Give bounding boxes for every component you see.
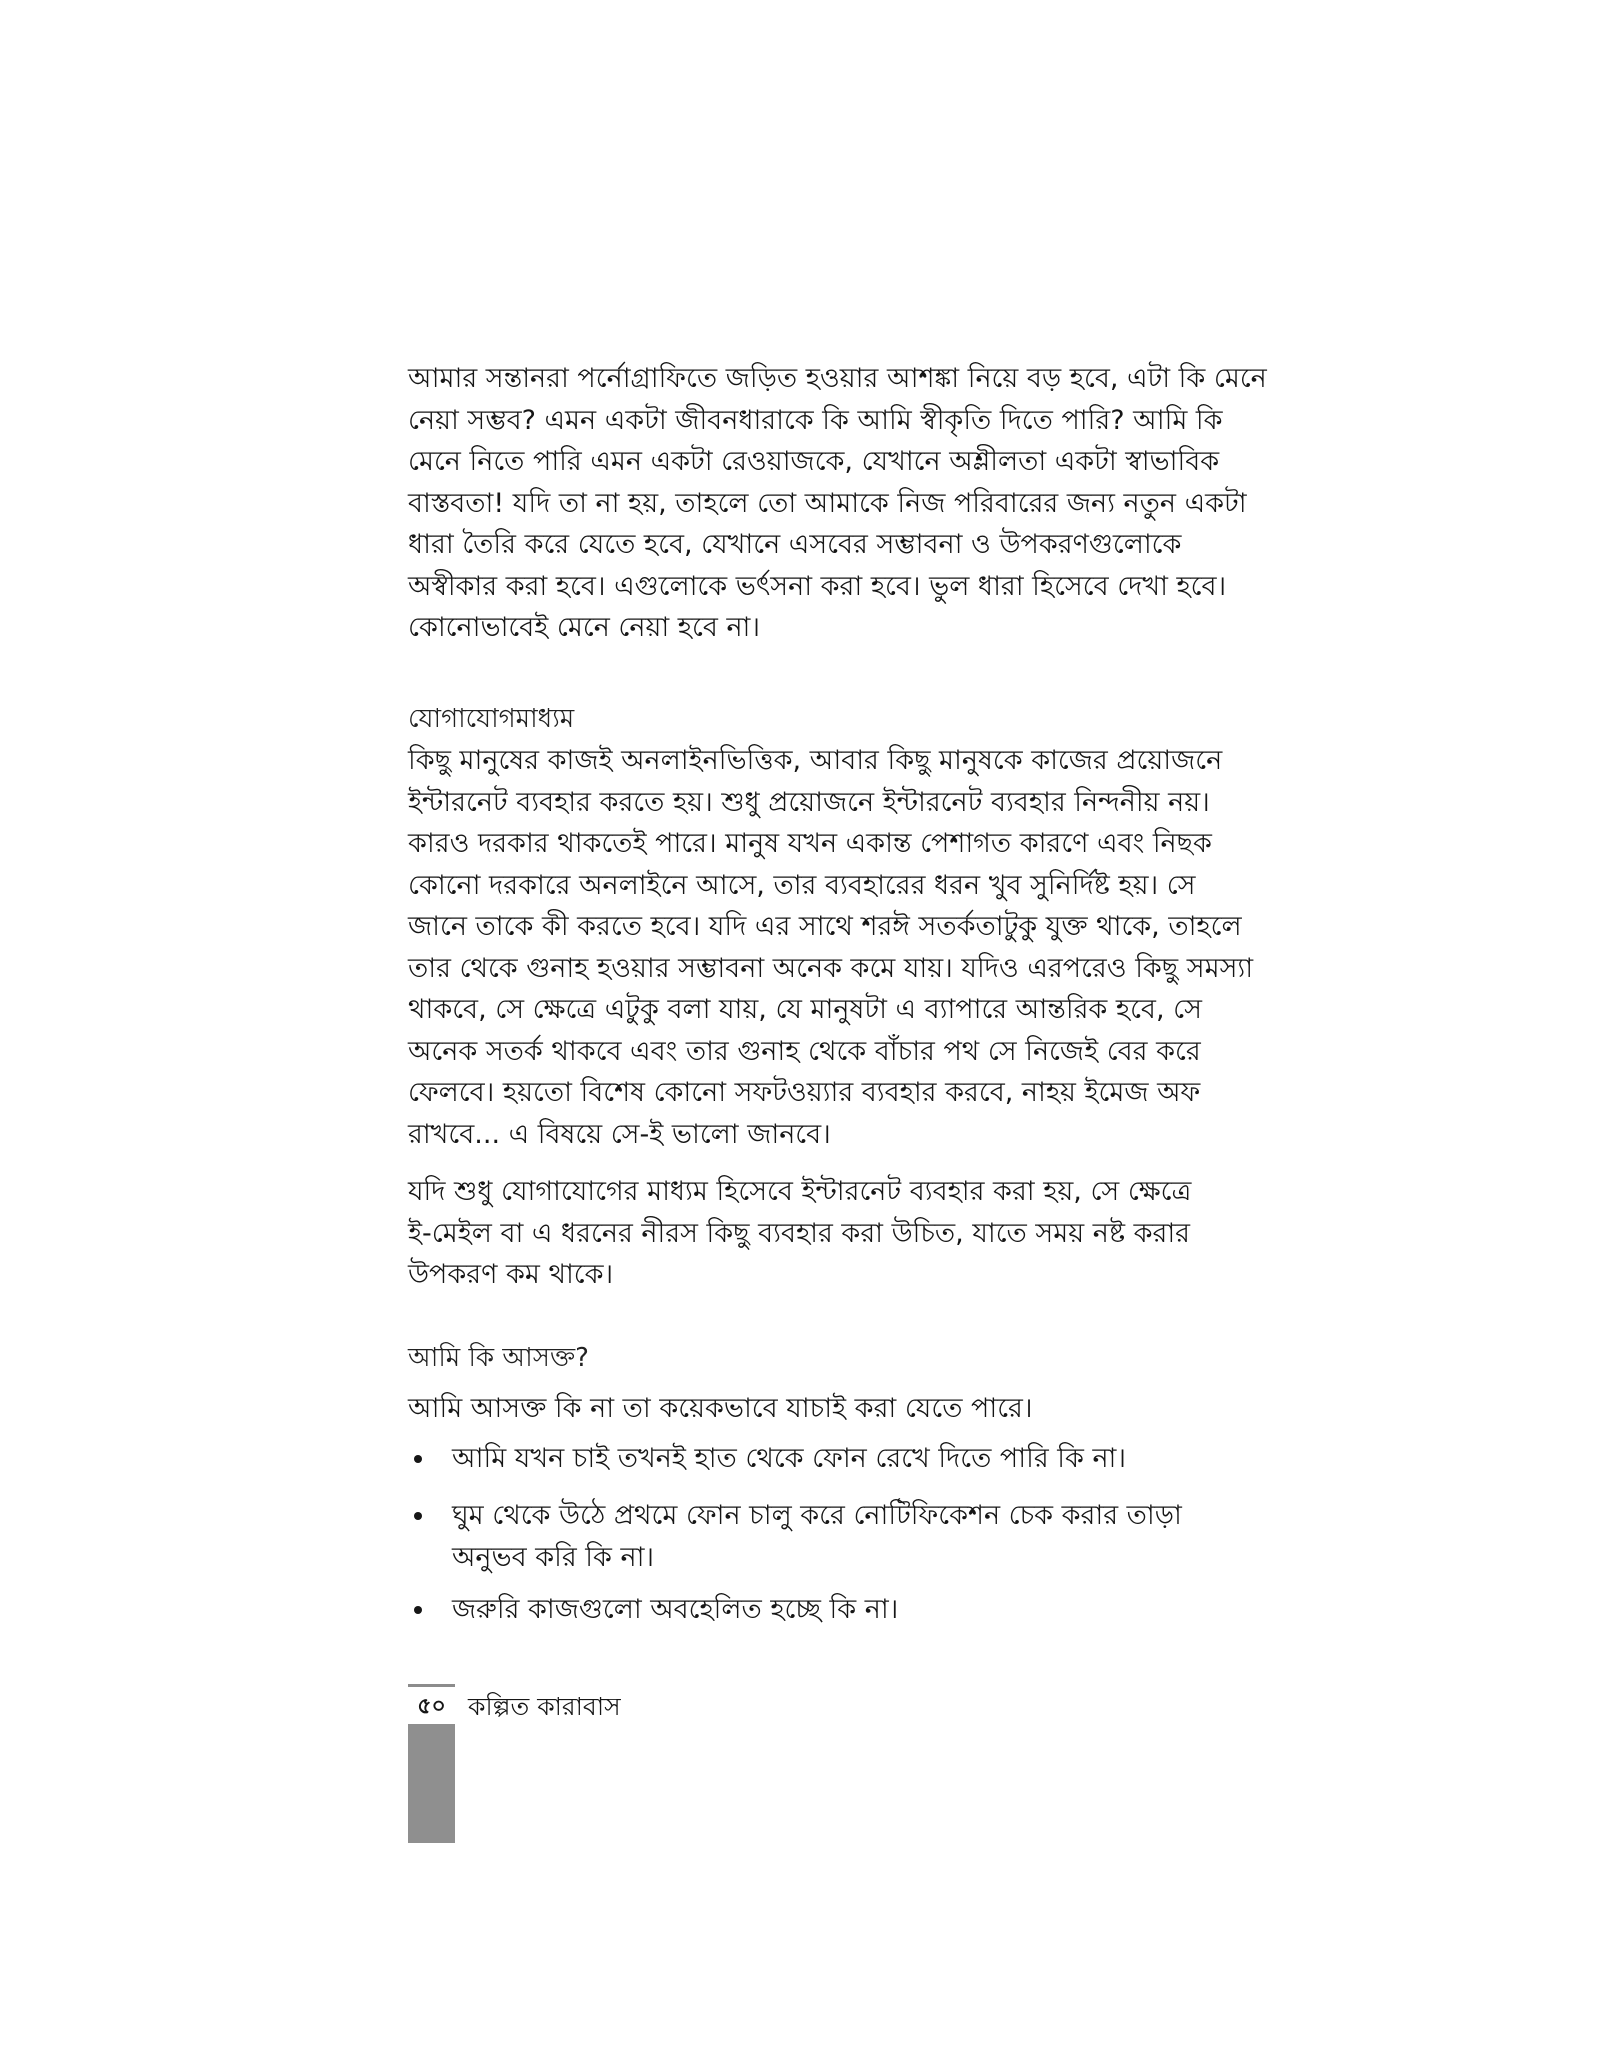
page-number-rule [408,1684,455,1687]
running-footer-book-title: কল্পিত কারাবাস [468,1692,621,1721]
paragraph-line: ফেলবে। হয়তো বিশেষ কোনো সফটওয়্যার ব্যবহার করবে, নাহয় ইমেজ অফ [408,1077,1201,1108]
paragraph-line: আমার সন্তানরা পর্নোগ্রাফিতে জড়িত হওয়ার আশঙ্কা নিয়ে বড় হবে, এটা কি মেনে [408,363,1267,394]
list-item [408,1589,1174,1631]
list-item-text [452,1438,1174,1480]
paragraph-line: যদি শুধু যোগাযোগের মাধ্যম হিসেবে ইন্টারনেট ব্যবহার করা হয়, সে ক্ষেত্রে [408,1176,1192,1207]
page-edge-tab [408,1724,455,1843]
paragraph-line: কোনোভাবেই মেনে নেয়া হবে না। [408,612,761,643]
list-item-line: জরুরি কাজগুলো অবহেলিত হচ্ছে কি না। [452,1594,899,1625]
paragraph-line: অনেক সতর্ক থাকবে এবং তার গুনাহ থেকে বাঁচার পথ সে নিজেই বের করে [408,1035,1201,1067]
bullet-dot-icon [414,1455,422,1463]
bullet-dot-icon [414,1512,422,1520]
paragraph-line: থাকবে, সে ক্ষেত্রে এটুকু বলা যায়, যে মানুষটা এ ব্যাপারে আন্তরিক হবে, সে [408,994,1202,1025]
paragraph-line: কারও দরকার থাকতেই পারে। মানুষ যখন একান্ত পেশাগত কারণে এবং নিছক [408,828,1212,859]
paragraph-line: কিছু মানুষের কাজই অনলাইনভিত্তিক, আবার কিছু মানুষকে কাজের প্রয়োজনে [408,745,1223,776]
paragraph-line: ধারা তৈরি করে যেতে হবে, যেখানে এসবের সম্ভাবনা ও উপকরণগুলোকে [408,529,1182,560]
paragraph-line: অস্বীকার করা হবে। এগুলোকে ভর্ৎসনা করা হবে। ভুল ধারা হিসেবে দেখা হবে। [408,570,1227,602]
section-intro: আমি আসক্ত কি না তা কয়েকভাবে যাচাই করা যেতে পারে। [408,1393,1033,1424]
list-item [408,1495,1182,1578]
paragraph-intro [408,358,1267,649]
paragraph-line: উপকরণ কম থাকে। [408,1259,614,1290]
list-item-text [452,1495,1182,1578]
paragraph-line: তার থেকে গুনাহ হওয়ার সম্ভাবনা অনেক কমে যায়। যদিও এরপরেও কিছু সমস্যা [408,952,1254,984]
paragraph-line: রাখবে... এ বিষয়ে সে-ই ভালো জানবে। [408,1118,831,1150]
list-item-line: আমি যখন চাই তখনই হাত থেকে ফোন রেখে দিতে পারি কি না। [452,1443,1127,1474]
list-item-line: ঘুম থেকে উঠে প্রথমে ফোন চালু করে নোটিফিকেশন চেক করার তাড়া [452,1500,1182,1531]
paragraph-line: বাস্তবতা! যদি তা না হয়, তাহলে তো আমাকে নিজ পরিবারের জন্য নতুন একটা [408,487,1247,519]
paragraph-line: নেয়া সম্ভব? এমন একটা জীবনধারাকে কি আমি স্বীকৃতি দিতে পারি? আমি কি [408,404,1223,436]
page-number: ৫০ [417,1694,446,1719]
bullet-dot-icon [414,1606,422,1614]
paragraph-line: কোনো দরকারে অনলাইনে আসে, তার ব্যবহারের ধরন খুব সুনির্দিষ্ট হয়। সে [408,869,1196,901]
paragraph-line: জানে তাকে কী করতে হবে। যদি এর সাথে শরঈ সতর্কতাটুকু যুক্ত থাকে, তাহলে [408,911,1242,942]
paragraph-email-use [408,1171,1192,1296]
paragraph-line: মেনে নিতে পারি এমন একটা রেওয়াজকে, যেখানে অশ্লীলতা একটা স্বাভাবিক [408,446,1220,477]
paragraph-line: ই-মেইল বা এ ধরনের নীরস কিছু ব্যবহার করা উচিত, যাতে সময় নষ্ট করার [408,1217,1191,1249]
paragraph-online-work [408,740,1254,1155]
section-heading-communication-media: যোগাযোগমাধ্যম [408,704,575,734]
paragraph-line: ইন্টারনেট ব্যবহার করতে হয়। শুধু প্রয়োজনে ইন্টারনেট ব্যবহার নিন্দনীয় নয়। [408,786,1210,818]
list-item-text [452,1589,1174,1631]
list-item-line: অনুভব করি কি না। [452,1541,655,1573]
list-item [408,1438,1174,1480]
section-heading-am-i-addicted: আমি কি আসক্ত? [408,1343,589,1373]
